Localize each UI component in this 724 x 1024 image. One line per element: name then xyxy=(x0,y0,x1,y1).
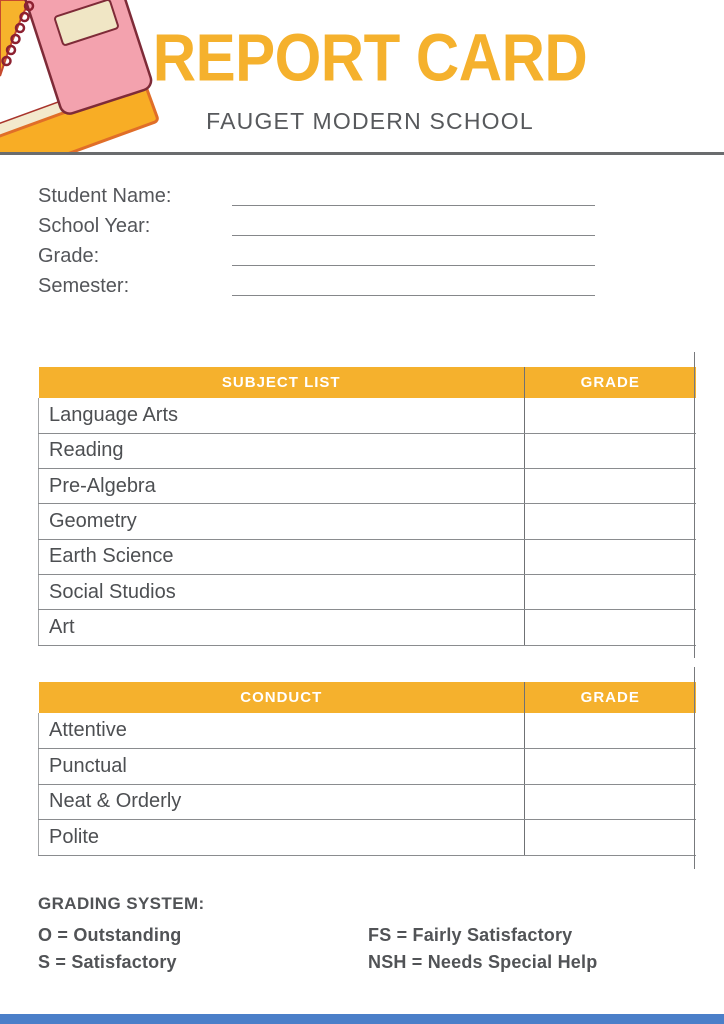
grade-cell[interactable] xyxy=(525,713,696,749)
conduct-cell: Polite xyxy=(39,820,525,856)
grade-cell[interactable] xyxy=(525,749,696,785)
table-row xyxy=(39,469,696,504)
grade-cell[interactable] xyxy=(525,469,696,504)
table-row xyxy=(39,539,696,574)
school-name: FAUGET MODERN SCHOOL xyxy=(206,108,534,134)
subject-table-body xyxy=(39,398,696,645)
legend-item: S = Satisfactory xyxy=(38,952,177,972)
footer-accent-bar xyxy=(0,1014,724,1024)
field-label: Student Name: xyxy=(38,184,172,207)
field-label: Grade: xyxy=(38,244,100,267)
conduct-table xyxy=(38,682,696,856)
field-label: Semester: xyxy=(38,274,130,297)
table-row xyxy=(39,504,696,539)
subject-cell: Language Arts xyxy=(39,398,525,433)
table-row xyxy=(39,820,696,856)
student-info-row xyxy=(38,241,595,271)
subject-table-header xyxy=(39,367,696,398)
fill-in-line[interactable] xyxy=(232,295,595,296)
grading-legend-column-2 xyxy=(368,922,597,976)
subject-cell: Reading xyxy=(39,433,525,468)
header-divider xyxy=(0,152,724,155)
page-title-text: REPORT CARD xyxy=(152,19,588,95)
legend-item: FS = Fairly Satisfactory xyxy=(368,925,573,945)
subject-table xyxy=(38,367,696,646)
subject-list-header-cell: SUBJECT LIST xyxy=(39,367,525,398)
conduct-cell: Neat & Orderly xyxy=(39,784,525,820)
grade-cell[interactable] xyxy=(525,433,696,468)
table-row xyxy=(39,398,696,433)
grading-system-heading: GRADING SYSTEM: xyxy=(38,894,205,913)
conduct-table-header xyxy=(39,682,696,713)
conduct-header-cell: CONDUCT xyxy=(39,682,525,713)
student-info-section xyxy=(38,181,595,301)
grade-cell[interactable] xyxy=(525,398,696,433)
conduct-table-body xyxy=(39,713,696,855)
table-row xyxy=(39,574,696,609)
table-row xyxy=(39,433,696,468)
student-info-row xyxy=(38,181,595,211)
conduct-cell: Punctual xyxy=(39,749,525,785)
grading-legend-column-1 xyxy=(38,922,182,976)
subject-cell: Earth Science xyxy=(39,539,525,574)
grade-header-cell: GRADE xyxy=(525,367,696,398)
grade-cell[interactable] xyxy=(525,784,696,820)
fill-in-line[interactable] xyxy=(232,235,595,236)
subject-cell: Social Studios xyxy=(39,574,525,609)
subject-cell: Geometry xyxy=(39,504,525,539)
grade-header-cell: GRADE xyxy=(525,682,696,713)
subject-table-right-border xyxy=(694,352,696,658)
student-info-row xyxy=(38,211,595,241)
table-row xyxy=(39,610,696,645)
table-row xyxy=(39,749,696,785)
page-title xyxy=(0,19,724,95)
field-label: School Year: xyxy=(38,214,151,237)
legend-item: O = Outstanding xyxy=(38,925,182,945)
subject-cell: Art xyxy=(39,610,525,645)
fill-in-line[interactable] xyxy=(232,265,595,266)
grade-cell[interactable] xyxy=(525,539,696,574)
legend-item: NSH = Needs Special Help xyxy=(368,952,598,972)
table-row xyxy=(39,784,696,820)
table-row xyxy=(39,713,696,749)
grade-cell[interactable] xyxy=(525,610,696,645)
grade-cell[interactable] xyxy=(525,574,696,609)
grade-cell[interactable] xyxy=(525,504,696,539)
student-info-row xyxy=(38,271,595,301)
subject-cell: Pre-Algebra xyxy=(39,469,525,504)
conduct-cell: Attentive xyxy=(39,713,525,749)
grade-cell[interactable] xyxy=(525,820,696,856)
fill-in-line[interactable] xyxy=(232,205,595,206)
conduct-table-right-border xyxy=(694,667,696,869)
